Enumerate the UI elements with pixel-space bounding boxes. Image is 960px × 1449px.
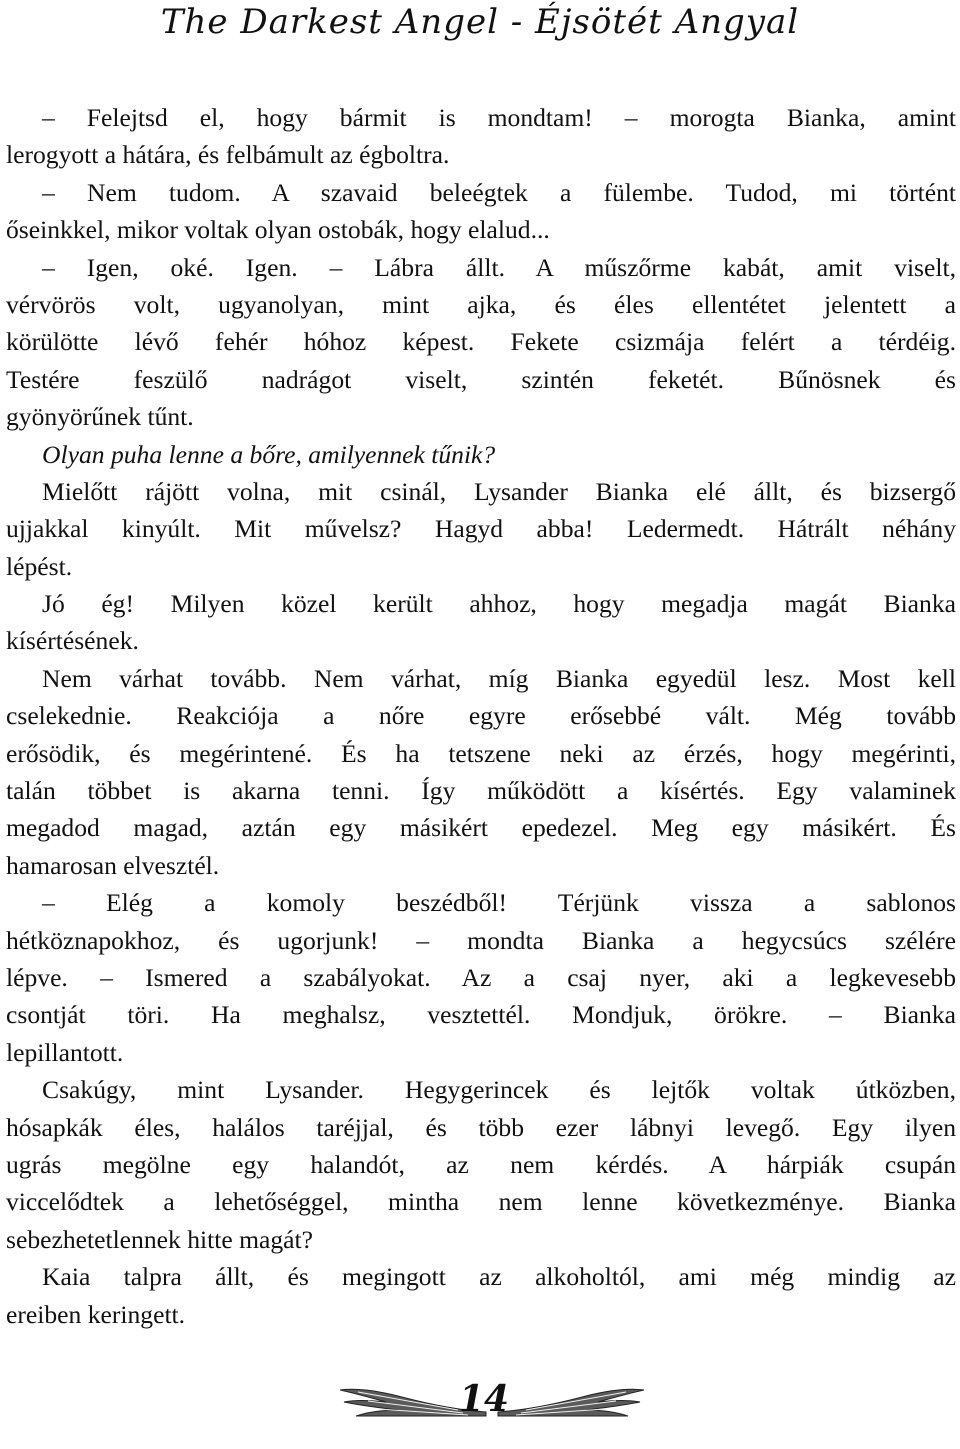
text-line-content: Jó ég! Milyen közel került ahhoz, hogy megadja magát Bianka (42, 589, 956, 619)
right-wing-ornament-icon (496, 1382, 646, 1422)
text-line-content: – Felejtsd el, hogy bármit is mondtam! – morogta Bianka, amint (42, 103, 956, 132)
text-line-content: csontját töri. Ha meghalsz, vesztettél. Mondjuk, örökre. – Bianka (6, 1000, 956, 1030)
text-line (6, 884, 956, 921)
text-line-content: gyönyörűnek tűnt. (6, 402, 194, 432)
text-line-content: Nem várhat tovább. Nem várhat, míg Bianka egyedül lesz. Most kell (42, 663, 956, 693)
text-line (6, 660, 956, 697)
page-footer (0, 1372, 960, 1432)
text-line (6, 548, 956, 585)
text-line (6, 174, 956, 211)
text-line-content: lépve. – Ismered a szabályokat. Az a csaj nyer, aki a legkevesebb (6, 962, 956, 992)
text-line (6, 473, 956, 510)
text-line (6, 361, 956, 398)
text-line-content: vérvörös volt, ugyanolyan, mint ajka, és éles ellentétet jelentett a (6, 289, 956, 319)
text-line (6, 809, 956, 846)
text-line-content: viccelődtek a lehetőséggel, mintha nem lenne következménye. Bianka (6, 1187, 956, 1217)
text-line (6, 735, 956, 772)
text-line-content: talán többet is akarna tenni. Így működött a kísértés. Egy valaminek (6, 776, 956, 806)
text-line (6, 697, 956, 734)
text-line (6, 1109, 956, 1146)
text-line (6, 922, 956, 959)
text-line-content: – Nem tudom. A szavaid beleégtek a fülembe. Tudod, mi történt (42, 177, 956, 207)
text-line (6, 1221, 956, 1258)
text-line (6, 1146, 956, 1183)
text-line (6, 959, 956, 996)
text-line-content: ugrás megölne egy halandót, az nem kérdés. A hárpiák csupán (6, 1149, 956, 1179)
text-line (6, 1071, 956, 1108)
text-line-content: ereiben keringett. (6, 1299, 186, 1329)
text-line-content: Csakúgy, mint Lysander. Hegygerincek és lejtők voltak útközben, (42, 1075, 956, 1105)
text-line (6, 996, 956, 1033)
text-line-content: lépést. (6, 551, 73, 581)
text-line (6, 1258, 956, 1295)
text-line (6, 436, 956, 473)
text-line-content: Olyan puha lenne a bőre, amilyennek tűnik? (42, 439, 496, 469)
text-line-content: megadod magad, aztán egy másikért epedezel. Meg egy másikért. És (6, 813, 956, 843)
text-line (6, 323, 956, 360)
page-number: 14 (458, 1378, 510, 1420)
text-line (6, 510, 956, 547)
text-line (6, 585, 956, 622)
text-line-content: hétköznapokhoz, és ugorjunk! – mondta Bianka a hegycsúcs szélére (6, 925, 956, 955)
text-line (6, 1296, 956, 1333)
text-line-content: lerogyott a hátára, és felbámult az égboltra. (6, 140, 450, 170)
running-header: The Darkest Angel - Éjsötét Angyal (160, 2, 800, 42)
text-line (6, 99, 956, 136)
text-line-content: sebezhetetlennek hitte magát? (6, 1224, 313, 1254)
text-line (6, 622, 956, 659)
text-line-content: erősödik, és megérintené. És ha tetszene neki az érzés, hogy megérinti, (6, 738, 956, 768)
text-line-content: lepillantott. (6, 1037, 124, 1067)
text-line (6, 211, 956, 248)
text-line-content: – Igen, oké. Igen. – Lábra állt. A műszőrme kabát, amit viselt, (42, 252, 956, 282)
text-line (6, 1034, 956, 1071)
page-body-text (6, 99, 956, 1333)
text-line-content: körülötte lévő fehér hóhoz képest. Fekete csizmája felért a térdéig. (6, 327, 956, 357)
text-line-content: cselekednie. Reakciója a nőre egyre erősebbé vált. Még tovább (6, 701, 956, 731)
text-line-content: Testére feszülő nadrágot viselt, szintén feketét. Bűnösnek és (6, 364, 956, 394)
text-line (6, 286, 956, 323)
text-line (6, 398, 956, 435)
text-line-content: Kaia talpra állt, és megingott az alkoholtól, ami még mindig az (42, 1262, 956, 1292)
text-line (6, 249, 956, 286)
text-line-content: őseinkkel, mikor voltak olyan ostobák, hogy elalud... (6, 215, 550, 245)
text-line-content: ujjakkal kinyúlt. Mit művelsz? Hagyd abba! Ledermedt. Hátrált néhány (6, 514, 956, 544)
text-line (6, 136, 956, 173)
text-line-content: hamarosan elvesztél. (6, 850, 220, 880)
text-line-content: kísértésének. (6, 626, 139, 656)
text-line-content: – Elég a komoly beszédből! Térjünk vissza a sablonos (42, 888, 956, 918)
text-line-content: Mielőtt rájött volna, mit csinál, Lysander Bianka elé állt, és bizsergő (42, 476, 956, 506)
text-line (6, 772, 956, 809)
text-line (6, 847, 956, 884)
text-line-content: hósapkák éles, halálos taréjjal, és több ezer lábnyi levegő. Egy ilyen (6, 1112, 956, 1142)
text-line (6, 1183, 956, 1220)
